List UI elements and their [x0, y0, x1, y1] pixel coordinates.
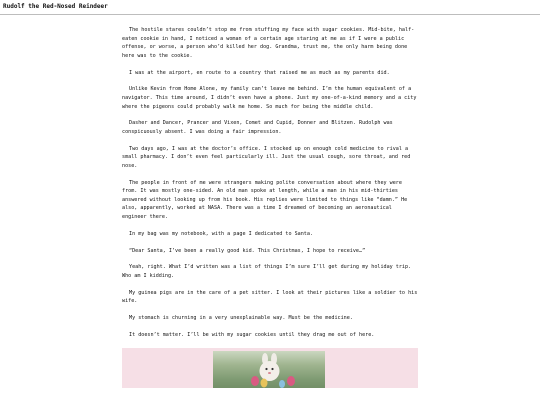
- paragraph: I was at the airport, en route to a country that raised me as much as my parents did.: [129, 69, 390, 76]
- article-body: [122, 26, 418, 388]
- paragraph: “Dear Santa, I’ve been a really good kid. This Christmas, I hope to receive…”: [129, 247, 366, 254]
- paragraph: Dasher and Dancer, Prancer and Vixen, Comet and Cupid, Donner and Blitzen. Rudolph was conspicuously absent. I was doing a fair impression.: [122, 120, 393, 135]
- paragraph: The people in front of me were strangers making polite conversation about where they were from. It was mostly one-sided. An old man spoke at length, while a man in his mid-thirties answered without looking up from his book. His replies were limited to things like “damn.” He also, apparently, worked at NASA. There was a time I dreamed of becoming an aeronautical engineer there.: [122, 179, 408, 221]
- guinea-pig-photo: [213, 351, 325, 388]
- paragraph: It doesn’t matter. I’ll be with my sugar cookies until they drag me out of here.: [129, 331, 375, 338]
- paragraph: My stomach is churning in a very unexplainable way. Must be the medicine.: [129, 315, 353, 322]
- paragraph: Unlike Kevin from Home Alone, my family can’t leave me behind. I’m the human equivalent of a navigator. This time around, I didn’t even have a phone. Just my one-of-a-kind memory and a city where the pigeons could probably walk me home. So much for being the middle child.: [122, 86, 417, 110]
- paragraph: My guinea pigs are in the care of a pet sitter. I look at their pictures like a soldier to his wife.: [122, 289, 418, 305]
- paragraph: Yeah, right. What I’d written was a list of things I’m sure I’ll get during my holiday trip. Who am I kidding.: [122, 264, 412, 279]
- photo-frame: [122, 348, 418, 388]
- paragraph: In my bag was my notebook, with a page I dedicated to Santa.: [129, 230, 314, 237]
- header-divider: [0, 14, 540, 15]
- paragraph: The hostile stares couldn’t stop me from stuffing my face with sugar cookies. Mid-bite, half-eaten cookie in hand, I noticed a woman of a certain age staring at me as if I were a public offense, or worse, a person who’d killed her dog. Grandma, trust me, the only harm being done here was to the cookie.: [122, 27, 415, 59]
- page-title: Rudolf the Red-Nosed Reindeer: [3, 3, 108, 10]
- easter-eggs-icon: [233, 369, 313, 388]
- paragraph: Two days ago, I was at the doctor’s office. I stocked up on enough cold medicine to rival a small pharmacy. I don’t even feel particularly ill. Just the usual cough, sore throat, and red nose.: [122, 145, 411, 169]
